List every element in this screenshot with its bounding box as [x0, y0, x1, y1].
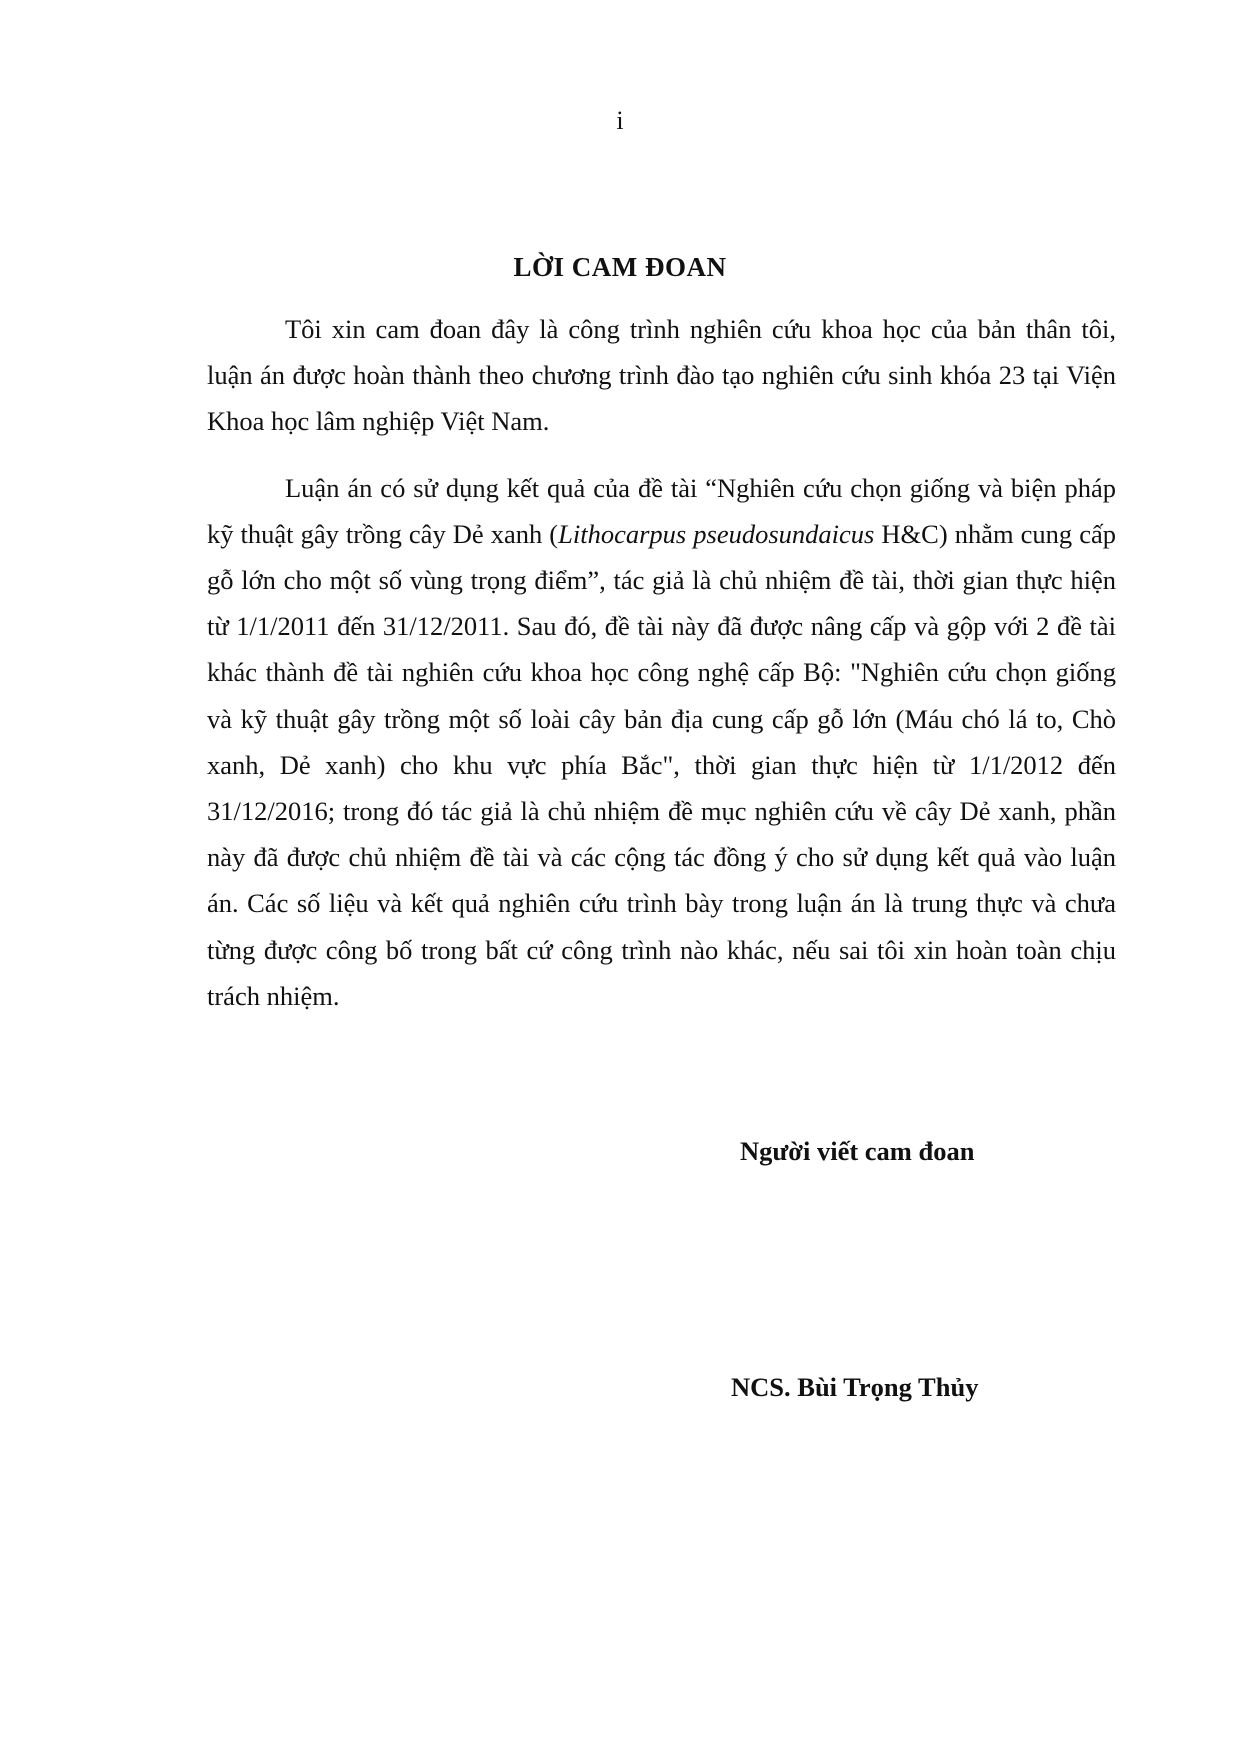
page-number: i: [616, 106, 624, 135]
paragraph-2-part-1: Luận án có sử dụng kết quả của đề tài “Nghiên cứu chọn giống và biện pháp kỹ thuật gây trồng cây Dẻ xanh (: [207, 472, 1116, 549]
declaration-body: [207, 306, 1116, 1039]
signature-name: NCS. Bùi Trọng Thủy: [731, 1372, 979, 1402]
page-title: LỜI CAM ĐOAN: [513, 252, 727, 282]
paragraph-2-part-2: H&C) nhằm cung cấp gỗ lớn cho một số vùng trọng điểm”, tác giả là chủ nhiệm đề tài, thời gian thực hiện từ 1/1/2011 đến 31/12/2011. Sau đó, đề tài này đã được nâng cấp và gộp với 2 đề tài khác thành đề tài nghiên cứu khoa học công nghệ cấp Bộ: "Nghiên cứu chọn giống và kỹ thuật gây trồng một số loài cây bản địa cung cấp gỗ lớn (Máu chó lá to, Chò xanh, Dẻ xanh) cho khu vực phía Bắc", thời gian thực hiện từ 1/1/2012 đến 31/12/2016; trong đó tác giả là chủ nhiệm đề mục nghiên cứu về cây Dẻ xanh, phần này đã được chủ nhiệm đề tài và các cộng tác đồng ý cho sử dụng kết quả vào luận án. Các số liệu và kết quả nghiên cứu trình bày trong luận án là trung thực và chưa từng được công bố trong bất cứ công trình nào khác, nếu sai tôi xin hoàn toàn chịu trách nhiệm.: [207, 518, 1116, 1011]
signature-label: Người viết cam đoan: [740, 1136, 975, 1166]
species-name: Lithocarpus pseudosundaicus: [558, 518, 875, 549]
paragraph-2: [207, 465, 1116, 1019]
paragraph-1: Tôi xin cam đoan đây là công trình nghiên cứu khoa học của bản thân tôi, luận án được hoàn thành theo chương trình đào tạo nghiên cứu sinh khóa 23 tại Viện Khoa học lâm nghiệp Việt Nam.: [207, 314, 1116, 437]
